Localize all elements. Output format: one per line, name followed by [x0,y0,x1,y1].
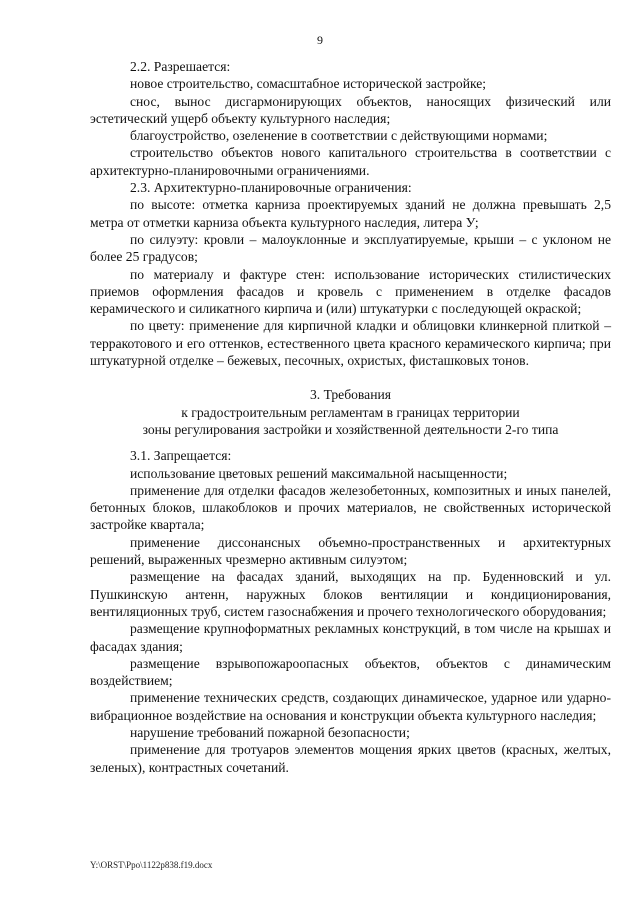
section-3-1-item: использование цветовых решений максимальной насыщенности; [130,465,508,481]
section-3-1-item: применение технических средств, создающих динамическое, ударное или ударно-вибрационное воздействие на основания и конструкции объекта культурного наследия; [90,690,611,723]
section-3-1-item: применение для отделки фасадов железобетонных, композитных и иных панелей, бетонных блоков, шлакоблоков и прочих материалов, не свойственных исторической застройке квартала; [90,482,611,533]
section-2-3-item: по материалу и фактуре стен: использование исторических стилистических приемов оформления фасадов и кровель с применением в отделке фасадов керамического и силикатного кирпича и (или) штукатурки с последующей окраской; [90,266,611,317]
section-2-2-item: снос, вынос дисгармонирующих объектов, наносящих физический или эстетический ущерб объекту культурного наследия; [90,93,611,126]
section-2-2-item: строительство объектов нового капитального строительства в соответствии с архитектурно-планировочными ограничениями. [90,145,611,178]
section-3-1-item: размещение на фасадах зданий, выходящих на пр. Буденновский и ул. Пушкинскую антенн, наружных блоков вентиляции и кондиционирования, вентиляционных труб, систем газоснабжения и прочего технологического оборудования; [90,569,611,619]
section-2-2-item: благоустройство, озеленение в соответствии с действующими нормами; [130,128,548,144]
section-3-1-item: применение диссонансных объемно-пространственных и архитектурных решений, выраженных чрезмерно активным силуэтом; [90,534,611,568]
section-3-1-item: нарушение требований пожарной безопасности; [130,724,410,740]
spacer [90,369,611,386]
spacer [90,438,611,447]
section-3-1-item: применение для тротуаров элементов мощения ярких цветов (красных, желтых, зеленых), контрастных сочетаний. [90,742,611,775]
section-3-title: 3. Требования [310,387,391,403]
section-2-2-heading: 2.2. Разрешается: [130,59,231,74]
file-path-footer: Y:\ORST\Ppo\1122p838.f19.docx [90,860,213,870]
section-2-3-item: по силуэту: кровли – малоуклонные и эксплуатируемые, крыши – с уклоном не более 25 градусов; [90,231,611,265]
section-3-1-heading: 3.1. Запрещается: [130,448,232,464]
section-3-subtitle: зоны регулирования застройки и хозяйственной деятельности 2-го типа [142,421,559,437]
section-2-2-item: новое строительство, сомасштабное исторической застройке; [130,76,487,92]
section-2-3-item: по высоте: отметка карниза проектируемых зданий не должна превышать 2,5 метра от отметки карниза объекта культурного наследия, литера У; [90,197,611,230]
section-3-1-item: размещение крупноформатных рекламных конструкций, в том числе на крышах и фасадах здания; [90,621,611,654]
document-body [90,58,611,776]
section-2-3-heading: 2.3. Архитектурно-планировочные ограничения: [130,180,412,196]
section-3-subtitle: к градостроительным регламентам в границах территории [181,404,520,420]
section-3-1-item: размещение взрывопожароопасных объектов, объектов с динамическим воздействием; [90,655,611,689]
section-2-3-item: по цвету: применение для кирпичной кладки и облицовки клинкерной плиткой – терракотового и его оттенков, естественного цвета красного керамического кирпича; при штукатурной отделке – бежевых, песочных, охристых, фисташковых тонов. [90,318,611,369]
page-number: 9 [317,33,323,47]
